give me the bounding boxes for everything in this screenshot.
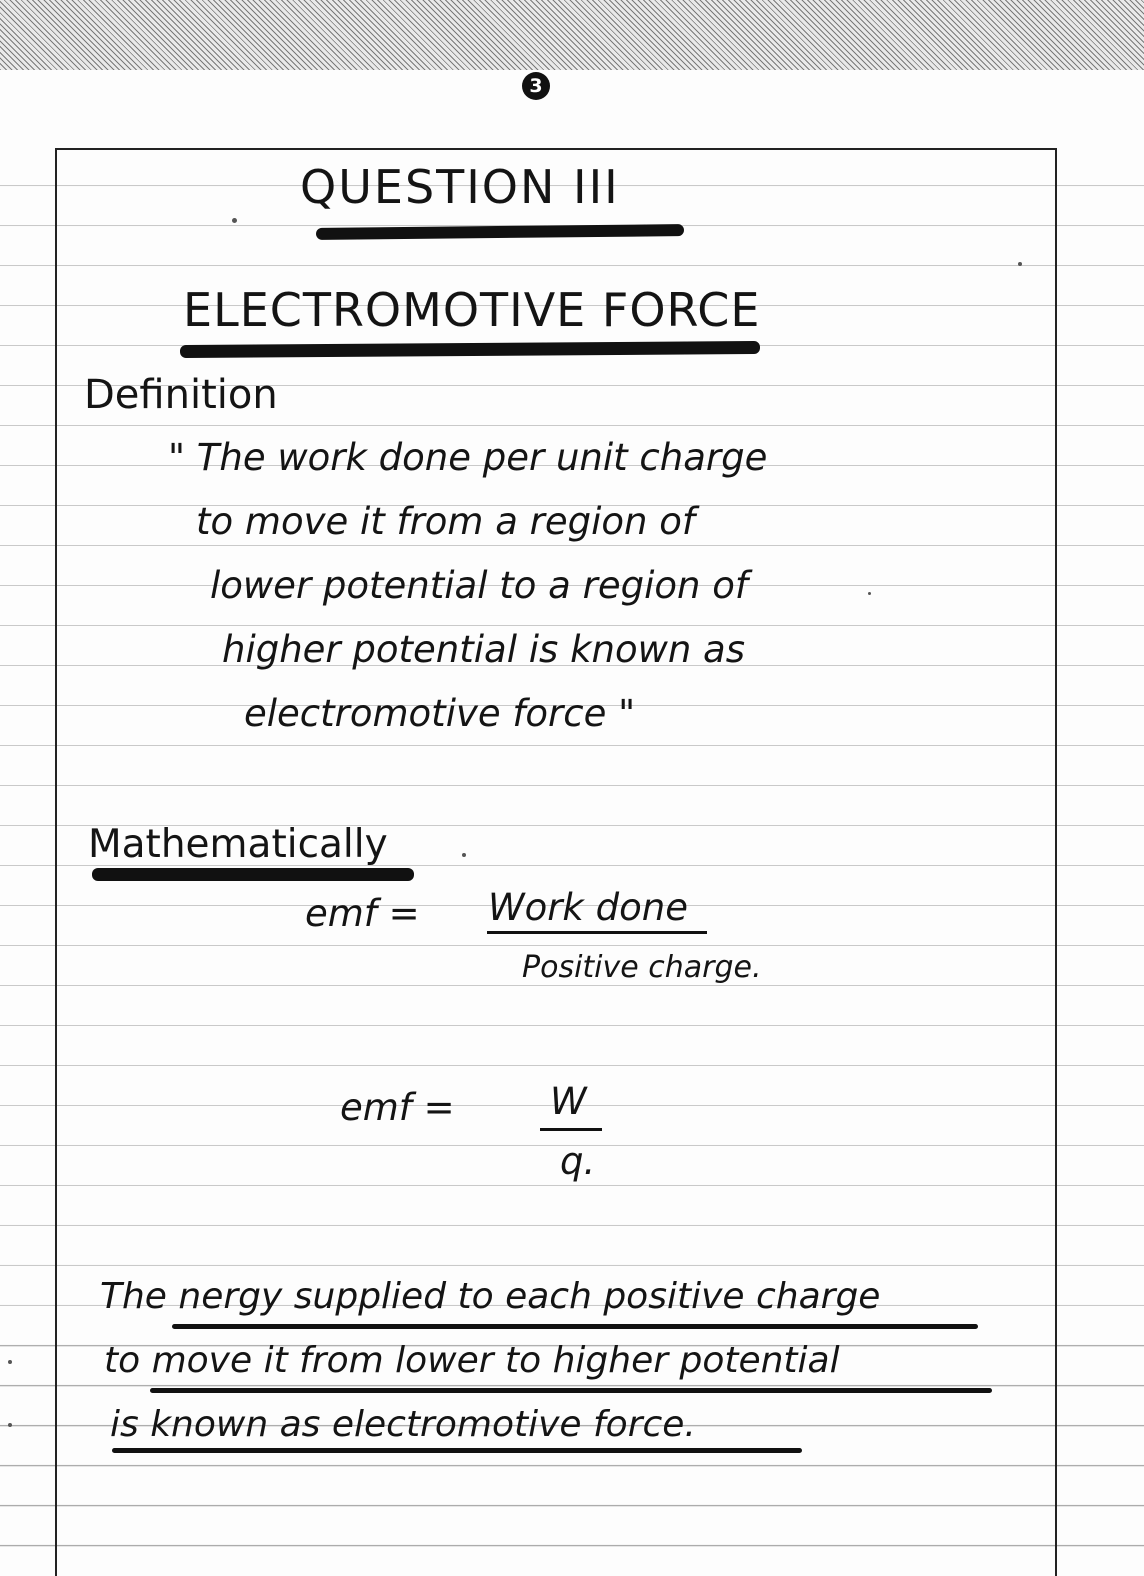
equation2-numerator: W	[550, 1080, 587, 1123]
summary-line: is known as electromotive force.	[110, 1404, 696, 1445]
margin-line-left	[55, 148, 57, 1576]
mathematically-heading-underline	[92, 868, 414, 881]
scan-speck	[8, 1360, 12, 1364]
equation2-fraction-bar	[540, 1128, 602, 1131]
topic-heading: ELECTROMOTIVE FORCE	[183, 283, 761, 337]
equation1-lhs: emf =	[305, 892, 420, 935]
question-title-underline	[316, 224, 684, 240]
summary-line: The nergy supplied to each positive charge	[100, 1276, 881, 1317]
question-title: QUESTION III	[300, 160, 620, 214]
margin-line-top	[55, 148, 1057, 150]
equation2-denominator: q.	[560, 1140, 596, 1183]
scan-speck	[232, 218, 237, 223]
summary-line: to move it from lower to higher potential	[104, 1340, 840, 1381]
mathematically-heading: Mathematically	[88, 822, 388, 867]
summary-underline	[172, 1324, 978, 1329]
scan-dither-strip	[0, 0, 1144, 70]
page-header-area	[0, 70, 1144, 150]
topic-heading-underline	[180, 341, 760, 358]
equation2-lhs: emf =	[340, 1086, 455, 1129]
definition-line: " The work done per unit charge	[168, 436, 768, 479]
definition-heading: Definition	[84, 372, 278, 418]
definition-line: to move it from a region of	[196, 500, 695, 543]
summary-underline	[150, 1388, 992, 1393]
definition-line: electromotive force "	[244, 692, 636, 735]
margin-line-right	[1055, 148, 1057, 1576]
page-number: 3	[522, 72, 550, 100]
scan-speck	[1018, 262, 1022, 266]
definition-line: higher potential is known as	[222, 628, 746, 671]
scan-speck	[462, 853, 466, 857]
equation1-fraction-bar	[487, 931, 707, 934]
summary-underline	[112, 1448, 802, 1453]
equation1-denominator: Positive charge.	[522, 950, 762, 985]
definition-line: lower potential to a region of	[210, 564, 748, 607]
scan-speck	[8, 1423, 12, 1427]
equation1-numerator: Work done	[488, 886, 688, 929]
scan-speck	[868, 592, 871, 595]
